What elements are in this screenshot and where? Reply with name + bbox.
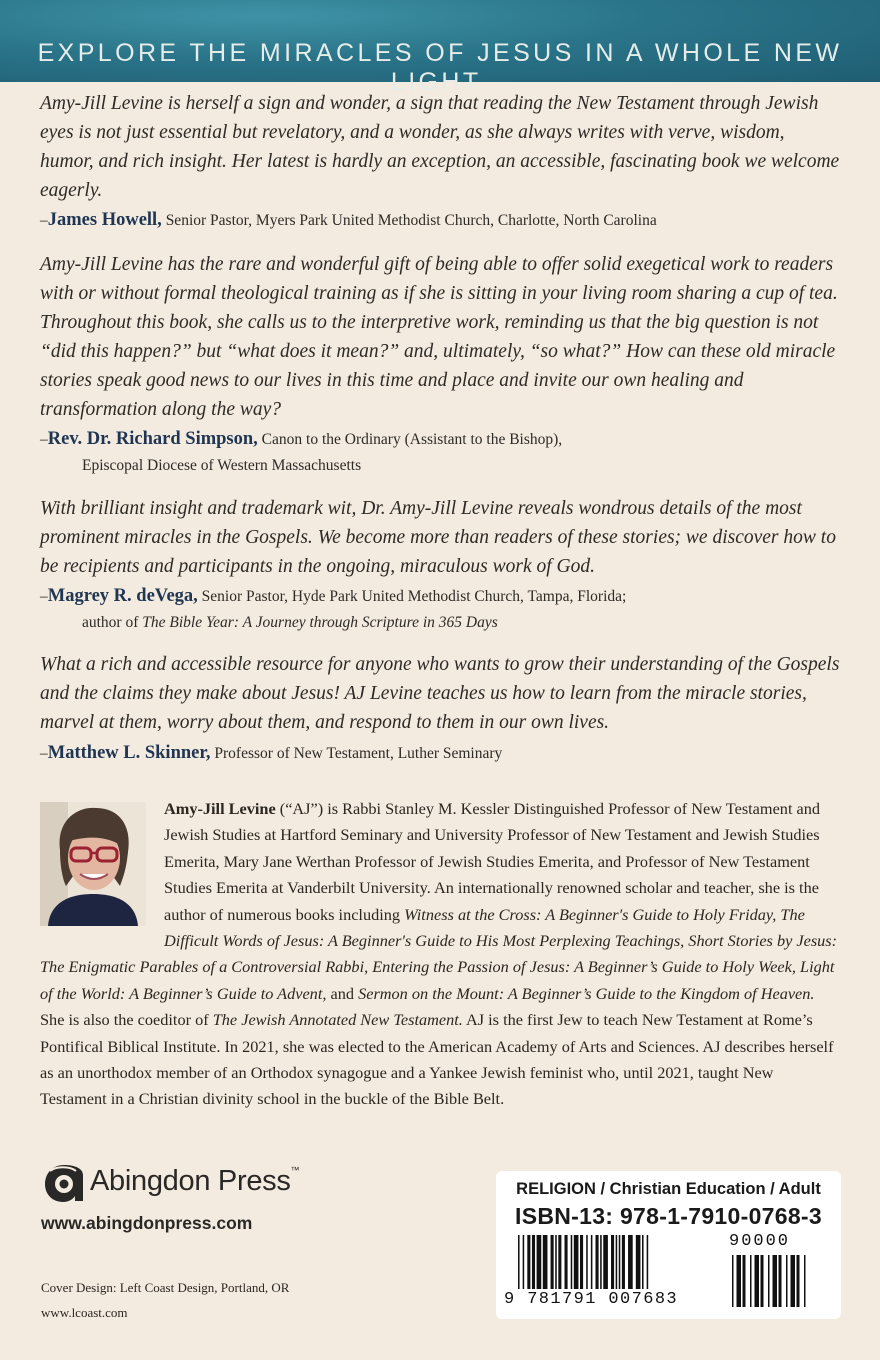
barcode-digits: 9 781791 007683 [504,1290,679,1309]
barcode-bar [558,1235,561,1289]
barcode-bar [611,1235,614,1289]
endorsement-quote-4: What a rich and accessible resource for anyone who wants to grow their understanding of the Gospels and the claims they make about Jesus! AJ Levine teaches us how to learn from the miracle stories, marvel at them, worry about them, and respond to them in our own lives. [40,654,840,733]
addon-bar [732,1255,734,1307]
barcode-bar [647,1235,649,1289]
endorser-name-2: Rev. Dr. Richard Simpson, [47,429,258,449]
endorsement-attribution-2: –Rev. Dr. Richard Simpson, Canon to the Ordinary (Assistant to the Bishop), [40,429,563,449]
barcode-bar [586,1235,588,1289]
book-list: Witness at the Cross: A Beginner's Guide to Holy Friday, The Difficult Words of Jesus: A Beginner's Guide to His Most Perplexing Teachings, Short Stories by Jesus: The Enigmatic Parables of a Controversial Rabbi, Entering the Passion of Jesus: A Beginner’s Guide to Holy Week, Light of the World: A Beginner’s Guide to Advent, [40,904,838,1003]
price-code: 90000 [729,1232,791,1251]
endorsement-quote-2: Amy-Jill Levine has the rare and wonderful gift of being able to offer solid exegetical work to readers with or without formal theological training as if she is sitting in your living room sharing a cup of tea. Throughout this book, she calls us to the interpretive work, reminding us that the big question is not “did this happen?” but “what does it mean?” and, ultimately, “so what?” How can these old miracle stories speak good news to our lives in this time and place and invite our own healing and transformation along the way? [40,254,838,420]
addon-bar [773,1255,778,1307]
addon-bar [791,1255,796,1307]
barcode-bar [616,1235,618,1289]
barcode-panel [496,1171,841,1319]
banner-headline: EXPLORE THE MIRACLES OF JESUS IN A WHOLE NEW LIGHT. [37,39,843,96]
endorser-title-3: Senior Pastor, Hyde Park United Methodist Church, Tampa, Florida; [201,588,627,605]
publisher-url[interactable]: www.abingdonpress.com [41,1213,253,1233]
endorser-title-2: Canon to the Ordinary (Assistant to the Bishop), [261,431,563,448]
author-photo [40,802,146,926]
barcode-bar [596,1235,599,1289]
addon-bar [779,1255,782,1307]
barcode-bar [619,1235,621,1289]
endorser-name-1: James Howell, [47,210,162,230]
book-title: Sermon on the Mount: A Beginner’s Guide to the Kingdom of Heaven. [358,983,815,1003]
isbn-label: ISBN-13: 978-1-7910-0768-3 [515,1203,822,1229]
barcode-bar [591,1235,593,1289]
endorser-title-4: Professor of New Testament, Luther Seminary [214,745,503,762]
author-portrait-icon [40,802,146,926]
book-title: The Jewish Annotated New Testament. [212,1010,463,1030]
endorser-name-4: Matthew L. Skinner, [47,743,211,763]
addon-bar [755,1255,760,1307]
book-title: The Bible Year: A Journey through Scripture in 365 Days [142,614,498,631]
addon-bar [786,1255,788,1307]
barcode-bar [642,1235,644,1289]
abingdon-a-icon [42,1163,86,1203]
barcode-bar [527,1235,530,1289]
cover-design-credit: Cover Design: Left Coast Design, Portland, OR [41,1280,290,1295]
addon-bar [804,1255,806,1307]
barcode-bar [636,1235,641,1289]
barcode-bar [574,1235,579,1289]
barcode-bar [555,1235,557,1289]
author-name: Amy-Jill Levine [164,799,276,818]
endorser-title-1: Senior Pastor, Myers Park United Methodist Church, Charlotte, North Carolina [165,212,657,229]
endorsement-attribution-4: –Matthew L. Skinner, Professor of New Testament, Luther Seminary [40,743,503,763]
addon-bar [797,1255,800,1307]
barcode-bar [518,1235,520,1289]
endorsement-quote-1: Amy-Jill Levine is herself a sign and wonder, a sign that reading the New Testament through Jewish eyes is not just essential but revelatory, and a wonder, as she always writes with verve, wisdom, humor, and rich insight. Her latest is hardly an exception, an accessible, fascinating book we welcome eagerly. [40,93,840,201]
barcode-bar [523,1235,525,1289]
addon-bar [761,1255,764,1307]
publisher-logo [42,1163,332,1203]
publisher-name: Abingdon Press™ [90,1165,300,1197]
addon-bar [768,1255,770,1307]
barcode-bar [580,1235,583,1289]
top-banner [0,0,880,96]
designer-url[interactable]: www.lcoast.com [41,1305,128,1320]
endorsement-attribution-3: –Magrey R. deVega, Senior Pastor, Hyde Park United Methodist Church, Tampa, Florida; [40,586,627,606]
endorser-title-2-line2: Episcopal Diocese of Western Massachusetts [82,457,362,474]
barcode-bar [537,1235,542,1289]
barcode-bar [622,1235,625,1289]
addon-bar [737,1255,742,1307]
endorser-name-3: Magrey R. deVega, [47,586,198,606]
barcode-bar [600,1235,602,1289]
barcode-bar [543,1235,548,1289]
endorser-title-3-line2: author of The Bible Year: A Journey through Scripture in 365 Days [82,614,498,631]
barcode-bar [628,1235,633,1289]
barcode-bar [603,1235,608,1289]
barcode-bar [532,1235,535,1289]
barcode-bar [571,1235,573,1289]
addon-bar [750,1255,752,1307]
endorsement-attribution-1: –James Howell, Senior Pastor, Myers Park United Methodist Church, Charlotte, North Carolina [40,210,657,230]
author-bio: Amy-Jill Levine (“AJ”) is Rabbi Stanley M. Kessler Distinguished Professor of New Testament and Jewish Studies at Hartford Seminary and University Professor of New Testament and Jewish Studies Emerita, Mary Jane Werthan Professor of Jewish Studies Emerita, and Professor of New Testament Studies Emerita at Vanderbilt University. An internationally renowned scholar and teacher, she is the author of numerous books including Witness at the Cross: A Beginner's Guide to Holy Friday, The Difficult Words of Jesus: A Beginner's Guide to His Most Perplexing Teachings, Short Stories by Jesus: The Enigmatic Parables of a Controversial Rabbi, Entering the Passion of Jesus: A Beginner’s Guide to Holy Week, Light of the World: A Beginner’s Guide to Advent, and Sermon on the Mount: A Beginner’s Guide to the Kingdom of Heaven. She is also the coeditor of The Jewish Annotated New Testament. AJ is the first Jew to teach New Testament at Rome’s Pontifical Biblical Institute. In 2021, she was elected to the American Academy of Arts and Sciences. AJ describes herself as an unorthodox member of an Orthodox synagogue and a Yankee Jewish feminist who, until 2021, taught New Testament in a Christian divinity school in the buckle of the Bible Belt. [40,799,838,1109]
barcode-bar [551,1235,554,1289]
bisac-category: RELIGION / Christian Education / Adult [516,1180,821,1198]
barcode-bar [565,1235,568,1289]
endorsement-quote-3: With brilliant insight and trademark wit, Dr. Amy-Jill Levine reveals wondrous details of the most prominent miracles in the Gospels. We become more than readers of these stories; we discover how to be recipients and participants in the ongoing, miraculous work of God. [40,498,836,577]
addon-bar [743,1255,746,1307]
